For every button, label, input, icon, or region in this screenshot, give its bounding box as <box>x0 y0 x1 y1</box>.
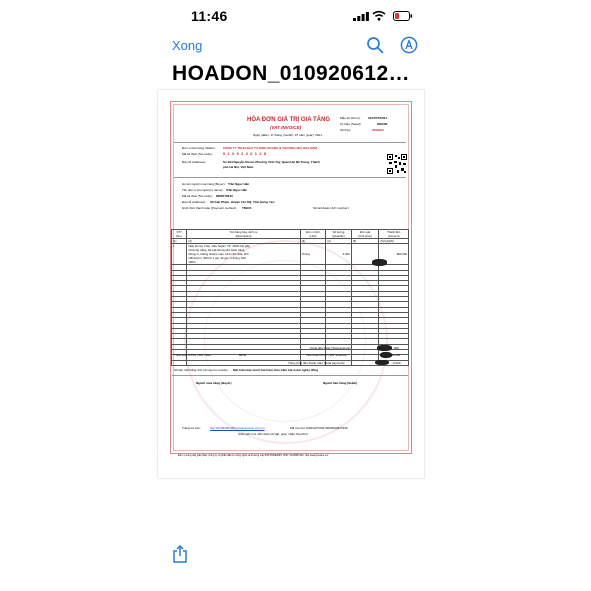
column-index: (4) <box>326 239 352 244</box>
company-label: Tên đơn vị (Company's name): <box>182 188 224 192</box>
column-header: Thành tiền <box>387 230 401 234</box>
seller-tax-label: Mã số thuế (Tax code): <box>182 152 213 156</box>
payment-total-label: Tổng cộng tiền thanh toán (Total payment): <box>288 361 346 365</box>
seller-value: CÔNG TY TNHH ĐẦU TƯ KINH DOANH & THƯƠNG MẠI HOA NAM <box>223 146 318 150</box>
payment-total-value: …0.000 <box>390 361 401 365</box>
buyer-tax-value: 8668776943 <box>216 194 233 198</box>
item-number: 1 <box>172 244 187 265</box>
item-description-line: (18x12)cm, 300 tờ/ 1 gói, 30 gói / 1 thùng. Mới <box>188 256 246 261</box>
item-amount: ...800.000 <box>379 244 409 265</box>
search-icon[interactable] <box>366 36 384 54</box>
total-amount-label: Cộng tiền hàng (Total amount): <box>310 346 352 350</box>
seller-tax-value: 0 1 0 9 2 0 6 1 2 8 <box>223 151 267 156</box>
column-header-en: (Unit price) <box>358 234 372 238</box>
buyer-label: Họ tên người mua hàng (Buyer): <box>182 182 226 186</box>
vat-amount-label: Tiền thuế GTGT (VAT amount): <box>306 353 348 357</box>
column-header-en: (Description) <box>235 234 252 238</box>
account-number-label: Số tài khoản (A/C number): <box>313 206 350 210</box>
serial-value: HN/20E <box>377 122 388 126</box>
vat-amount-value: …80.000 <box>388 353 401 357</box>
cellular-signal-icon <box>353 12 369 21</box>
done-button[interactable]: Xong <box>172 38 203 53</box>
column-index: (5) <box>351 239 379 244</box>
lookup-link[interactable]: http://0109206128hd.easyinvoice.com.vn <box>210 426 265 430</box>
buyer-address-label: Địa chỉ (Address): <box>182 200 206 204</box>
form-label: Mẫu số (Form): <box>340 116 361 120</box>
number-value: 0000000 <box>372 128 384 132</box>
vat-rate-value: 10 % <box>239 353 246 357</box>
table-header-row <box>172 230 409 239</box>
divider <box>172 375 408 376</box>
lookup-code: Mã tra cứu: H9N3H7O6I2730N56H9H7949 <box>290 426 348 430</box>
column-header-en: (Unit) <box>309 234 317 238</box>
invoice-page[interactable] <box>158 90 424 478</box>
column-header: Số lượng <box>332 230 345 234</box>
share-icon[interactable] <box>172 545 188 563</box>
column-index: (6)=(4)x(5) <box>379 239 409 244</box>
item-quantity: 4.000 <box>326 244 352 265</box>
column-header-en: (No.) <box>176 234 183 238</box>
seller-address-1: Số 394 Nguyễn Khoái, Phường Vĩnh Tuy, Quận Hai Bà Trưng, Thành <box>223 160 320 164</box>
amount-in-words-label: Số tiền viết bằng chữ (Amount in words): <box>174 368 229 372</box>
qr-code-image <box>387 154 407 174</box>
company-value: Trần Ngọc Hân <box>226 188 248 192</box>
items-table <box>171 229 409 366</box>
seller-signature-label: Người bán hàng (Seller) <box>323 381 358 385</box>
document-title: HOADON_010920612… <box>172 62 410 85</box>
buyer-value: Trần Ngọc Hân <box>228 182 250 186</box>
invoice-heading-en: (VAT INVOICE) <box>270 125 302 130</box>
item-description <box>187 244 300 265</box>
wifi-icon <box>372 10 386 21</box>
column-index: (2) <box>187 239 300 244</box>
item-description-line: không in, không nhuộm màu, hình chữ nhật, khổ <box>188 252 249 257</box>
column-header-en: (Quantity) <box>332 234 345 238</box>
status-bar <box>0 0 591 30</box>
seller-address-2: phố Hà Nội, Việt Nam <box>223 165 254 169</box>
markup-icon[interactable] <box>400 36 418 54</box>
serial-label: Ký hiệu (Serial): <box>340 122 362 126</box>
column-index: (3) <box>300 239 326 244</box>
column-header: Tên hàng hóa, dịch vụ <box>229 230 258 234</box>
buyer-address-value: Xã Giai Phạm, Huyện Yên Mỹ, Tỉnh Hưng Yên <box>210 200 275 204</box>
number-label: Số (No): <box>340 128 352 132</box>
redaction-mark <box>372 259 387 266</box>
form-value: 01GTKT0/001 <box>368 116 388 120</box>
battery-icon <box>393 11 413 21</box>
verification-note: (Cần kiểm tra, đối chiếu khi lập, giao, nhận hóa đơn) <box>238 432 308 436</box>
payment-method-label: Hình thức thanh toán (Payment method): <box>182 206 237 210</box>
lookup-label: Trang tra cứu: <box>182 426 201 430</box>
column-header: Đơn giá <box>360 230 371 234</box>
invoice-heading: HÓA ĐƠN GIÁ TRỊ GIA TĂNG <box>247 117 331 123</box>
total-amount-value: …000 <box>391 346 400 350</box>
amount-in-words-value: Một trăm bảy mươi hai triệu chín trăm hai mươi nghìn đồng <box>233 368 319 372</box>
provider-footer: Đơn vị cung cấp giải pháp: Công ty cổ phần đầu tư công nghệ và thương mại SOFTDREAMS, MST: 0105987432, http://easyinvoice.vn/ <box>178 454 329 457</box>
column-header: Đơn vị tính <box>306 230 320 234</box>
buyer-signature-label: Người mua hàng (Buyer) <box>196 381 232 385</box>
redaction-mark <box>377 345 392 351</box>
invoice-date: Ngày (date): 17 tháng (month): 07 năm (year): 2021 <box>253 133 322 137</box>
buyer-tax-label: Mã số thuế (Tax code): <box>182 194 213 198</box>
navigation-bar <box>0 30 591 60</box>
divider <box>174 142 406 143</box>
column-header: STT <box>176 230 182 234</box>
item-description-line: 100%. <box>188 260 197 265</box>
column-index: (1) <box>172 239 187 244</box>
item-unit: Thùng <box>300 244 326 265</box>
item-description-line: chưa tẩy trắng, bề mặt không tẩm hoặc tráng, <box>188 248 246 253</box>
vat-rate-label: Thuế suất GTGT (VAT rate): <box>174 353 212 357</box>
status-time: 11:46 <box>191 8 228 24</box>
payment-method-value: TM/CK <box>242 206 252 210</box>
redaction-mark <box>375 360 389 365</box>
column-header-en: (Amount) <box>387 234 400 238</box>
item-description-line: Giấy lau tay 3 lớp, hiệu Sojian, TP: 100% bột giấy <box>188 244 250 249</box>
seller-label: Đơn vị bán hàng (Seller): <box>182 146 216 150</box>
divider <box>174 177 406 178</box>
seller-address-label: Địa chỉ (Address): <box>182 160 206 164</box>
